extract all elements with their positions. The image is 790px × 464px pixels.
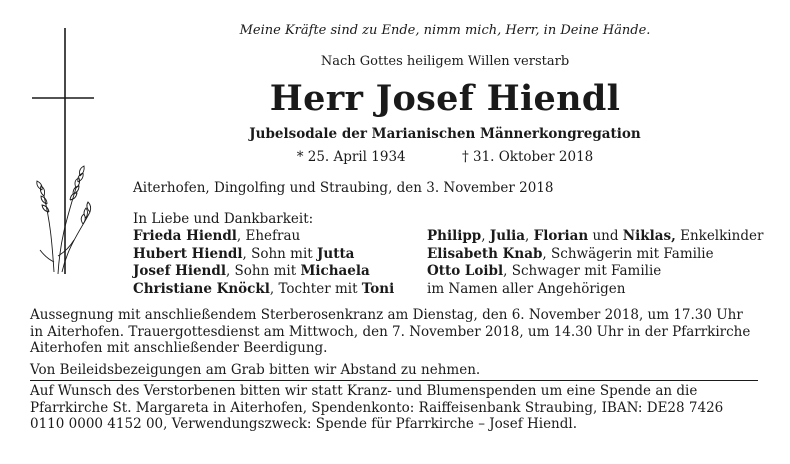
mourner-entry: Otto Loibl, Schwager mit Familie — [427, 263, 662, 279]
divider-line — [30, 380, 758, 381]
birth-date: * 25. April 1934 — [296, 149, 406, 165]
mourner-entry: Josef Hiendl, Sohn mit Michaela — [133, 263, 370, 279]
mourner-entry: Frieda Hiendl, Ehefrau — [133, 228, 301, 244]
intro-line: Nach Gottes heiligem Willen verstarb — [320, 54, 570, 69]
mourner-entry: Hubert Hiendl, Sohn mit Jutta — [133, 245, 355, 262]
condolence-note: Von Beileidsbezeigungen am Grab bitten wir Abstand zu nehmen. — [30, 362, 481, 378]
mourner-entry: im Namen aller Angehörigen — [427, 280, 626, 297]
death-date: † 31. Oktober 2018 — [461, 149, 594, 165]
funeral-service-info: Aussegnung mit anschließendem Sterberosenkranz am Dienstag, den 6. November 2018, um 17.30 Uhr in Aiterhofen. Trauergottesdienst am Mittwoch, den 7. November 2018, um 14.30 Uhr in der Pfarrkirche Aiterhofen mit anschließender Beerdigung. — [30, 307, 751, 356]
mourners-left-column — [133, 228, 394, 298]
deceased-subtitle: Jubelsodale der Marianischen Männerkongregation — [249, 126, 641, 142]
mourners-right-column — [427, 228, 763, 298]
deceased-name: Herr Josef Hiendl — [269, 78, 621, 119]
motto-verse: Meine Kräfte sind zu Ende, nimm mich, Herr, in Deine Hände. — [239, 23, 651, 38]
life-dates — [130, 149, 760, 165]
mourner-entry: Philipp, Julia, Florian und Niklas, Enkelkinder — [427, 228, 764, 244]
place-and-date: Aiterhofen, Dingolfing und Straubing, den 3. November 2018 — [133, 180, 554, 196]
donation-info: Auf Wunsch des Verstorbenen bitten wir statt Kranz- und Blumenspenden um eine Spende an die Pfarrkirche St. Margareta in Aiterhofen, Spendenkonto: Raiffeisenbank Straubing, IBAN: DE28 7426 0110 0000 4152 00, Verwendungszweck: Spende für Pfarrkirche – Josef Hiendl. — [30, 383, 724, 432]
mourner-entry: Christiane Knöckl, Tochter mit Toni — [133, 280, 395, 297]
mourner-entry: Elisabeth Knab, Schwägerin mit Familie — [427, 245, 714, 262]
cross-with-wheat-icon — [28, 26, 98, 276]
thanks-heading: In Liebe und Dankbarkeit: — [133, 211, 314, 227]
